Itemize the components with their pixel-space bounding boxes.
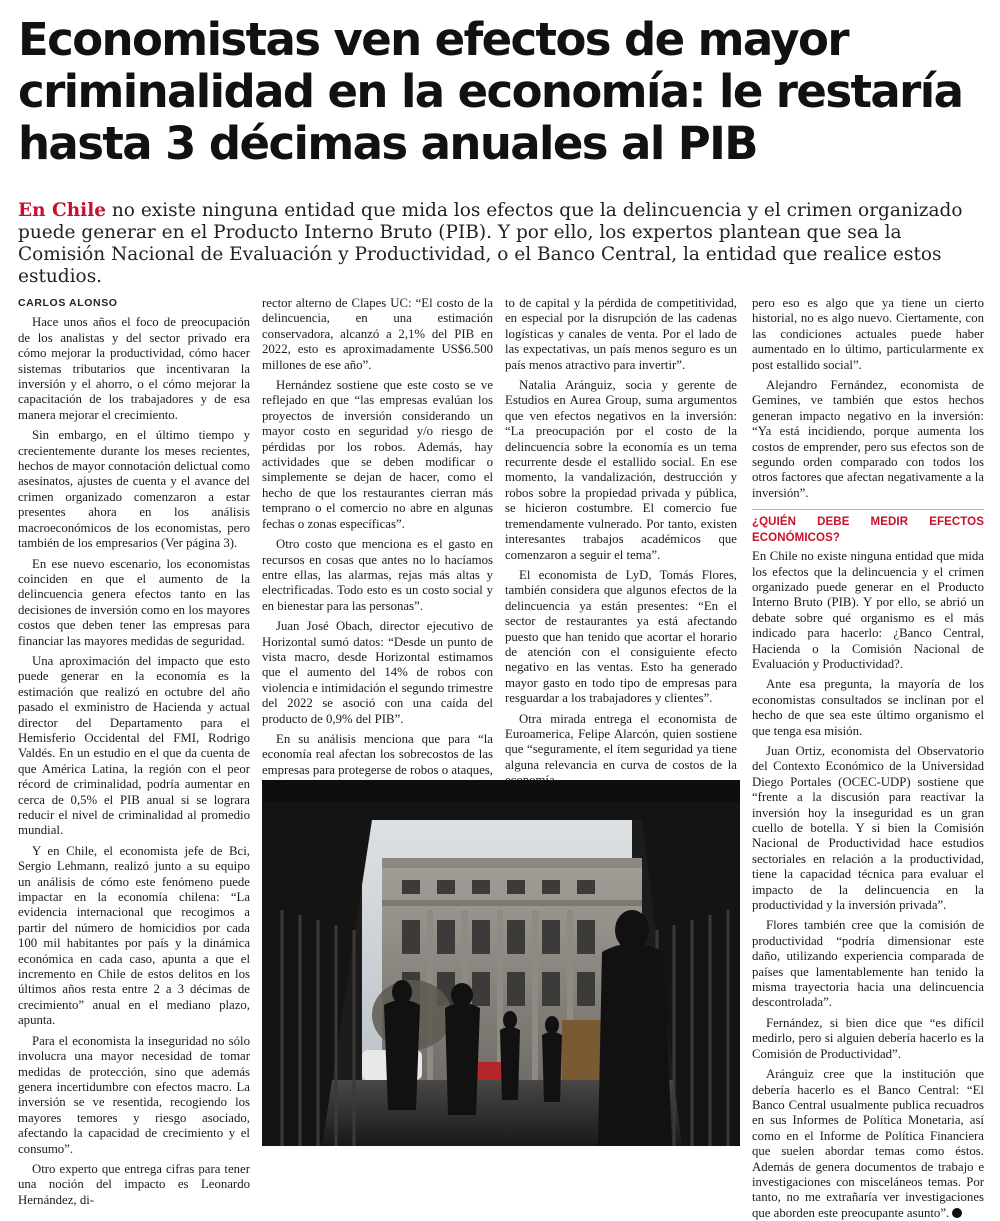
paragraph: to de capital y la pérdida de competitividad, en especial por la disrupción de las cadenas logísticas y canales de venta. Por el lado de las expectativas, un país menos seguro es un país menos atractivo para invertir”. xyxy=(505,296,737,372)
paragraph: El economista de LyD, Tomás Flores, también considera que algunos efectos de la delincuencia ya están presentes: “En el sector de restaurantes ya está afectando puesto que han tenido que acortar el horario de atención con el consiguiente efecto negativo en las ventas. Esto ha generado mayor gasto en todo tipo de empresas para resguardar a los trabajadores y clientes”. xyxy=(505,567,737,706)
paragraph: Juan Ortiz, economista del Observatorio del Contexto Económico de la Universidad Diego Portales (OCEC-UDP) sostiene que “frente a la discusión para reactivar la inversión hoy la inseguridad es un gran cuello de botella. Y si bien la Comisión Nacional de Productividad hace estudios sectoriales en relación a la productividad, tiene la capacidad técnica para evaluar el impacto de la delincuencia en la productividad y la inversión privada”. xyxy=(752,743,984,913)
paragraph: Sin embargo, en el último tiempo y crecientemente durante los meses recientes, hechos de mayor connotación delictual como asesinatos, ajustes de cuenta y el avance del crimen organizado comenzaron a estar presentes ahora en los análisis macroeconómicos de los economistas, pero también de los empresarios (Ver página 3). xyxy=(18,428,250,551)
column-4 xyxy=(752,296,984,1220)
paragraph: Ante esa pregunta, la mayoría de los economistas consultados se inclinan por el hecho de que sea este último organismo el que tenga esa misión. xyxy=(752,677,984,738)
paragraph: Una aproximación del impacto que esto puede generar en la economía es la estimación que realizó en octubre del año pasado el exministro de Hacienda y actual director del Departamento para el Hemisferio Occidental del FMI, Rodrigo Valdés. En un estudio en el que da cuenta de que América Latina, la región con el peor récord de criminalidad, podría aumentar en cerca de 0,5% el PIB anual si se lograra reducir el nivel de criminalidad al promedio mundial. xyxy=(18,653,250,838)
street-scene-illustration xyxy=(262,780,740,1146)
paragraph: Natalia Aránguiz, socia y gerente de Estudios en Aurea Group, suma argumentos que ven efectos negativos en la inversión: “La preocupación por el costo de la delincuencia sobre la economía es un tema recurrente desde el estallido social. En ese momento, la vandalización, destrucción y robos sobre la propiedad privada y pública, se hicieron costumbre. El comercio fue tremendamente vulnerado. Por tanto, existen interesantes trabajos académicos que comenzaron a seguir el tema”. xyxy=(505,378,737,562)
lead-paragraph xyxy=(18,200,988,288)
paragraph: rector alterno de Clapes UC: “El costo de la delincuencia, en una estimación conservadora, alcanzó a 2,1% del PIB en 2022, esto es aproximadamente US$6.500 millones de ese año”. xyxy=(262,296,493,372)
end-of-article-icon xyxy=(952,1208,962,1218)
paragraph: En Chile no existe ninguna entidad que mida los efectos que la delincuencia y el crimen organizado puede generar en el Producto Interno Bruto (PIB). Y por ello, se abrió un debate sobre qué organismo es el más indicado para hacerlo: ¿Banco Central, Hacienda o la Comisión Nacional de Evaluación y Productividad?. xyxy=(752,549,984,671)
paragraph: Y en Chile, el economista jefe de Bci, Sergio Lehmann, realizó junto a su equipo un análisis de cómo este fenómeno puede impactar en la economía chilena: “La evidencia internacional que recogimos a partir del número de homicidios por cada 100 mil habitantes por país y la dinámica económica en cada caso, apunta a que el incremento en Chile de estos delitos en los últimos años resta entre 2 a 3 décimas de crecimiento” anual en el mediano plazo, apunta. xyxy=(18,843,250,1028)
lead-kicker: En Chile xyxy=(18,200,106,221)
paragraph: Fernández, si bien dice que “es difícil medirlo, pero si alguien debería hacerlo es la Comisión de Productividad”. xyxy=(752,1015,984,1061)
paragraph xyxy=(752,1067,984,1221)
paragraph: En su análisis menciona que para “la economía real afectan los sobrecostos de las empresas para protegerse de robos o ataques, xyxy=(262,731,493,777)
paragraph: Hace unos años el foco de preocupación de los analistas y del sector privado era cómo mejorar la productividad, cómo hacer sistemas tributarios que incentivaran la inversión y el ahorro, o el cómo mejorar la capacitación de los trabajadores y de esa manera mejorar el crecimiento. xyxy=(18,315,250,422)
paragraph: Juan José Obach, director ejecutivo de Horizontal sumó datos: “Desde un punto de vista macro, desde Horizontal estimamos que el aumento del 14% de robos con violencia e intimidación el segundo trimestre del 2022 se asoció con una caída del producto de 0,9% del PIB”. xyxy=(262,619,493,726)
news-photo xyxy=(262,780,740,1146)
paragraph: Para el economista la inseguridad no sólo involucra una mayor necesidad de tomar medidas de protección, sino que además genera incertidumbre con efectos macro. La inversión se ve resentida, recogiendo los mayores temores y riesgo asociado, afectando la capacidad de crecimiento y el consumo”. xyxy=(18,1033,250,1156)
paragraph: Flores también cree que la comisión de productividad “podría dimensionar este daño, utilizando experiencia comparada de países que lamentablemente han tenido la misma trayectoria hacia una delincuencia descontrolada”. xyxy=(752,918,984,1010)
section-subhead: ¿QUIÉN DEBE MEDIR EFECTOS ECONÓMICOS? xyxy=(752,509,984,546)
paragraph: Hernández sostiene que este costo se ve reflejado en que “las empresas evalúan los proyectos de inversión considerando un mayor costo en seguridad y/o riesgo de pérdidas por los robos. Además, hay actividades que se deben modificar o simplemente se dejan de hacer, como el hecho de que los restaurantes cierran más temprano o el comercio no abre en algunas fechas o zonas específicas”. xyxy=(262,378,493,531)
byline: CARLOS ALONSO xyxy=(18,297,118,309)
lead-text: no existe ninguna entidad que mida los efectos que la delincuencia y el crimen organizado puede generar en el Producto Interno Bruto (PIB). Y por ello, los expertos plantean que sea la Comisión Nacional de Evaluación y Productividad, o el Banco Central, la entidad que realice estos estudios. xyxy=(18,200,963,287)
column-1 xyxy=(18,296,250,1207)
paragraph: pero eso es algo que ya tiene un cierto historial, no es algo nuevo. Ciertamente, con las condiciones actuales puede haber aumentado en lo último, particularmente ex post estallido social”. xyxy=(752,296,984,372)
paragraph-text: Aránguiz cree que la institución que debería hacerlo es el Banco Central: “El Banco Central usualmente publica recuadros en sus Informes de Política Monetaria, así como en el Informe de Política Financiera que suelen abordar temas como éstos. Además de genera documentos de trabajo e investigaciones con misceláneos temas. Por tanto, no me extrañaría ver investigaciones que aborden este preocupante asunto”. xyxy=(752,1067,984,1220)
paragraph: Otra mirada entrega el economista de Euroamerica, Felipe Alarcón, quien sostiene que “seguramente, el ítem seguridad ya tiene alguna relevancia en curva de costos de la xyxy=(505,711,737,772)
paragraph: Alejandro Fernández, economista de Gemines, ve también que estos hechos generan impacto negativo en la inversión: “Ya está incidiendo, porque aumenta los costos de emprender, pero sus efectos son de segundo orden comparado con todos los otros factores que afectan negativamente a la inversión”. xyxy=(752,378,984,500)
column-3 xyxy=(505,296,737,784)
paragraph: Otro costo que menciona es el gasto en recursos en cosas que antes no lo hacíamos entre ellas, las alarmas, rejas más altas y electrificadas. Todo esto es un costo social y en bienestar para las personas”. xyxy=(262,537,493,613)
headline: Economistas ven efectos de mayor criminalidad en la economía: le restaría hasta 3 décimas anuales al PIB xyxy=(18,13,963,170)
column-2 xyxy=(262,296,493,784)
paragraph: Otro experto que entrega cifras para tener una noción del impacto es Leonardo Hernández, di- xyxy=(18,1161,250,1207)
paragraph: En ese nuevo escenario, los economistas coinciden en que el aumento de la delincuencia genera efectos tanto en las decisiones de inversión como en los mayores costos que deben tener las empresas para financiar las mayores medidas de seguridad. xyxy=(18,556,250,648)
